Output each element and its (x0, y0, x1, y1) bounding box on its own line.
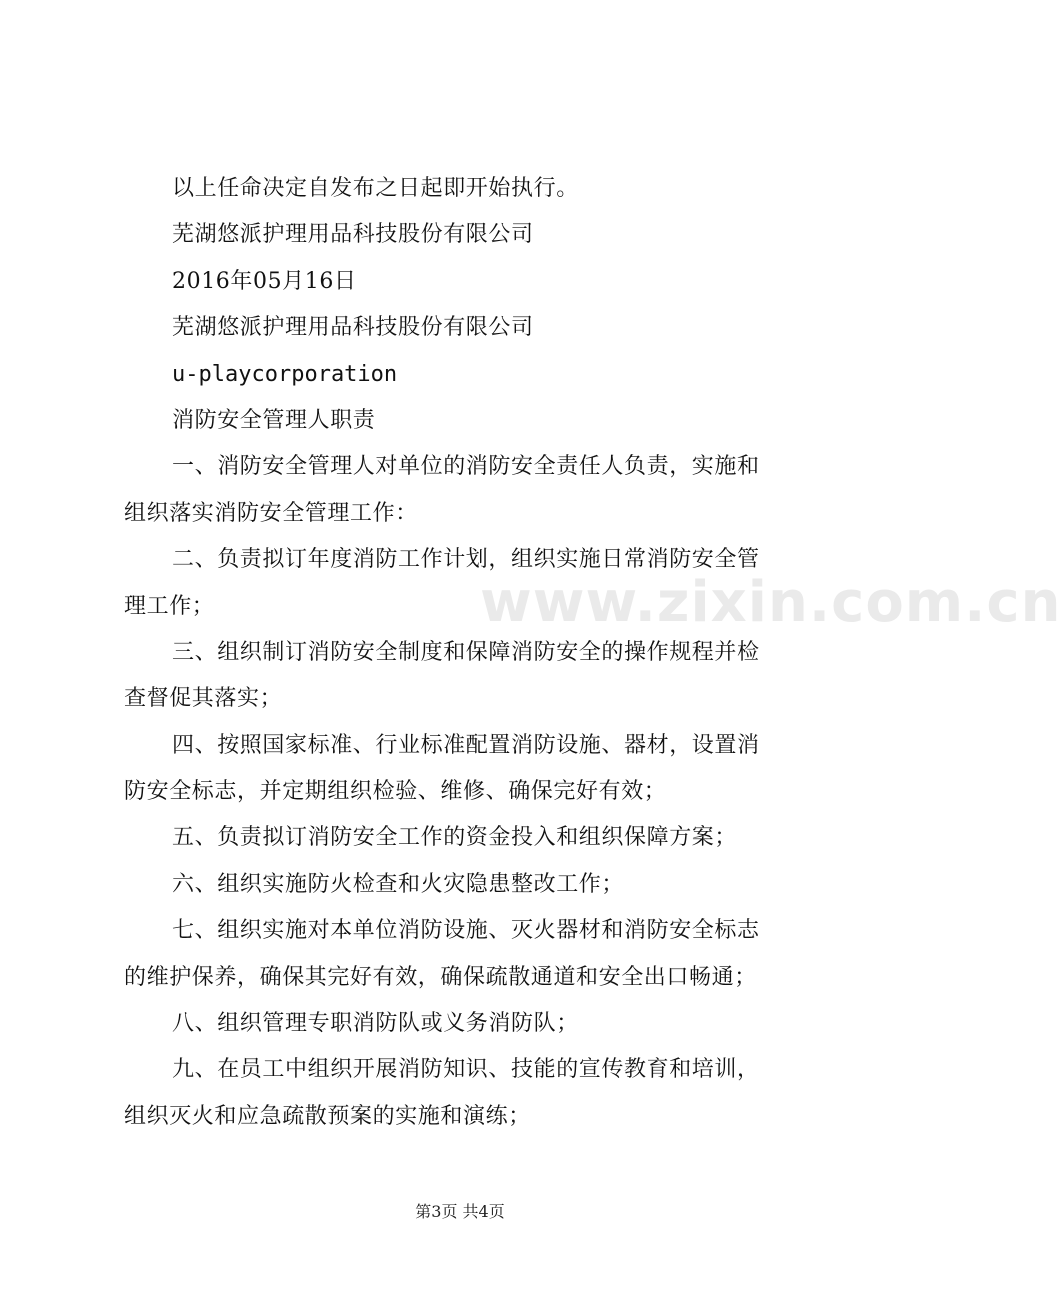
text-line: 五、负责拟订消防安全工作的资金投入和组织保障方案； (172, 825, 738, 851)
text-line: 七、组织实施对本单位消防设施、灭火器材和消防安全标志 (172, 918, 760, 944)
text-line: 九、在员工中组织开展消防知识、技能的宣传教育和培训， (172, 1057, 760, 1083)
text-line: 理工作； (124, 593, 215, 619)
text-line: 三、组织制订消防安全制度和保障消防安全的操作规程并检 (172, 639, 760, 665)
text-line: 二、负责拟订年度消防工作计划，组织实施日常消防安全管 (172, 547, 760, 573)
text-line: 查督促其落实； (124, 686, 283, 712)
text-line: 四、按照国家标准、行业标准配置消防设施、器材，设置消 (172, 732, 760, 758)
text-line: 防安全标志，并定期组织检验、维修、确保完好有效； (124, 779, 667, 805)
text-line: 的维护保养，确保其完好有效，确保疏散通道和安全出口畅通； (124, 964, 757, 990)
company-name-line: 芜湖悠派护理用品科技股份有限公司 (172, 222, 534, 248)
company-english-name-line: u-playcorporation (172, 361, 398, 387)
text-line: 一、消防安全管理人对单位的消防安全责任人负责，实施和 (172, 454, 760, 480)
text-line: 六、组织实施防火检查和火灾隐患整改工作； (172, 871, 625, 897)
text-line: 以上任命决定自发布之日起即开始执行。 (172, 176, 579, 201)
watermark: www.zixin.com.cn (480, 570, 1062, 635)
date-line: 2016年05月16日 (172, 268, 357, 294)
text-line: 组织灭火和应急疏散预案的实施和演练； (124, 1103, 531, 1129)
section-title: 消防安全管理人职责 (172, 407, 376, 433)
text-line: 八、组织管理专职消防队或义务消防队； (172, 1011, 579, 1037)
document-body (124, 166, 800, 1140)
company-name-line: 芜湖悠派护理用品科技股份有限公司 (172, 315, 534, 341)
page-number-footer: 第3页 共4页 (415, 1202, 505, 1221)
text-line: 组织落实消防安全管理工作： (124, 500, 418, 526)
